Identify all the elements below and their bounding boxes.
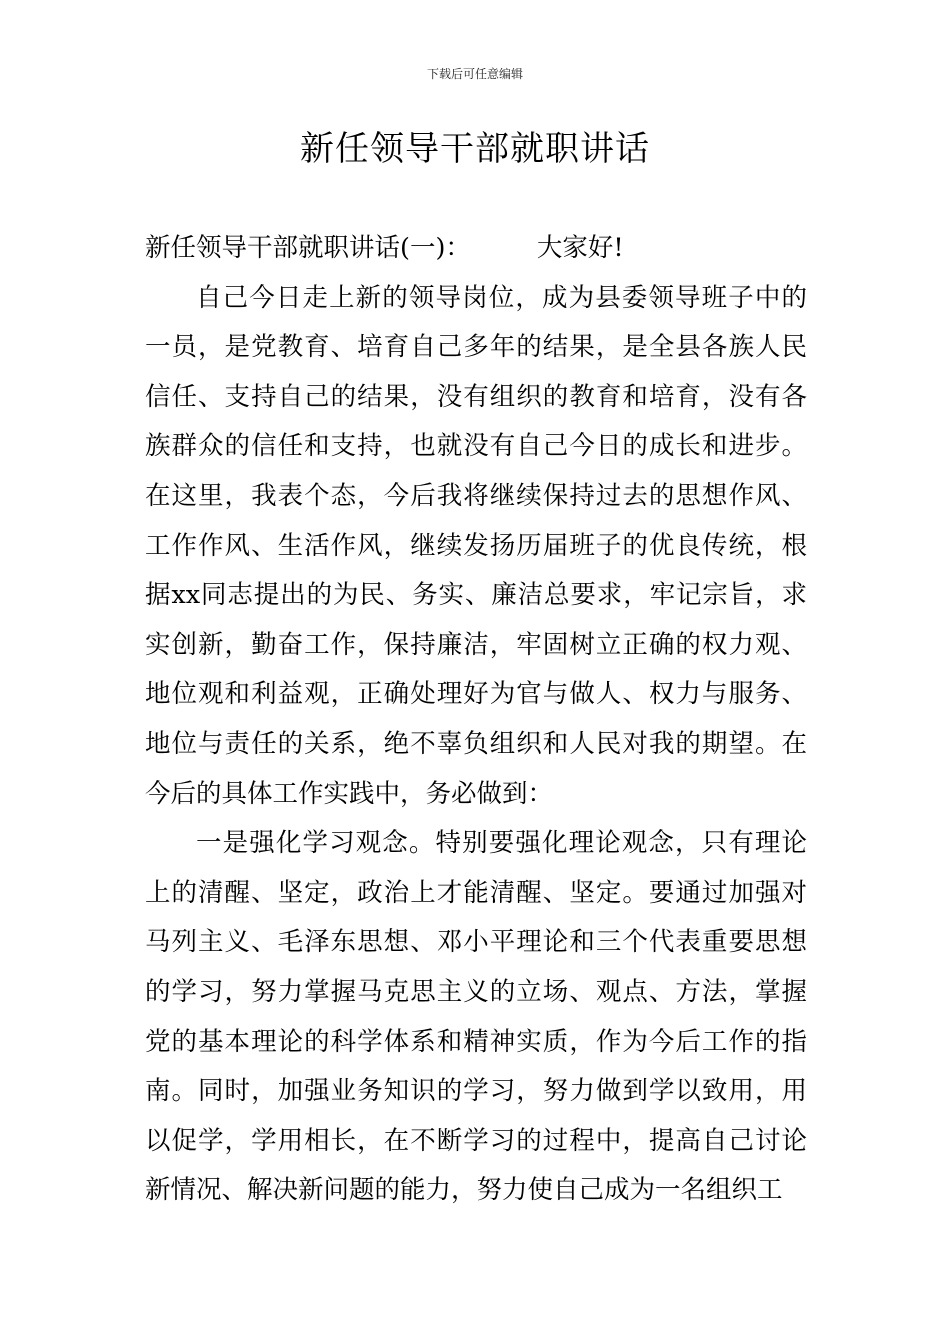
paragraph-1: 自己今日走上新的领导岗位，成为县委领导班子中的一员，是党教育、培育自己多年的结果，是全县各族人民信任、支持自己的结果，没有组织的教育和培育，没有各族群众的信任和支持，也就没有自己今日的成长和进步。在这里，我表个态，今后我将继续保持过去的思想作风、工作作风、生活作风，继续发扬历届班子的优良传统，根据xx同志提出的为民、务实、廉洁总要求，牢记宗旨，求实创新，勤奋工作，保持廉洁，牢固树立正确的权力观、地位观和利益观，正确处理好为官与做人、权力与服务、地位与责任的关系，绝不辜负组织和人民对我的期望。在今后的具体工作实践中，务必做到： — [145, 282, 807, 809]
page-header-note: 下载后可任意编辑 — [426, 67, 523, 81]
intro-line — [145, 224, 807, 274]
document-title: 新任领导干部就职讲话 — [300, 129, 650, 169]
document-body — [145, 224, 807, 1216]
section-heading: 新任领导干部就职讲话(一)： — [145, 233, 471, 263]
paragraph-2: 一是强化学习观念。特别要强化理论观念，只有理论上的清醒、坚定，政治上才能清醒、坚定。要通过加强对马列主义、毛泽东思想、邓小平理论和三个代表重要思想的学习，努力掌握马克思主义的立场、观点、方法，掌握党的基本理论的科学体系和精神实质，作为今后工作的指南。同时，加强业务知识的学习，努力做到学以致用，用以促学，学用相长，在不断学习的过程中，提高自己讨论新情况、解决新问题的能力，努力使自己成为一名组织工 — [145, 828, 807, 1206]
greeting: 大家好! — [536, 233, 624, 263]
